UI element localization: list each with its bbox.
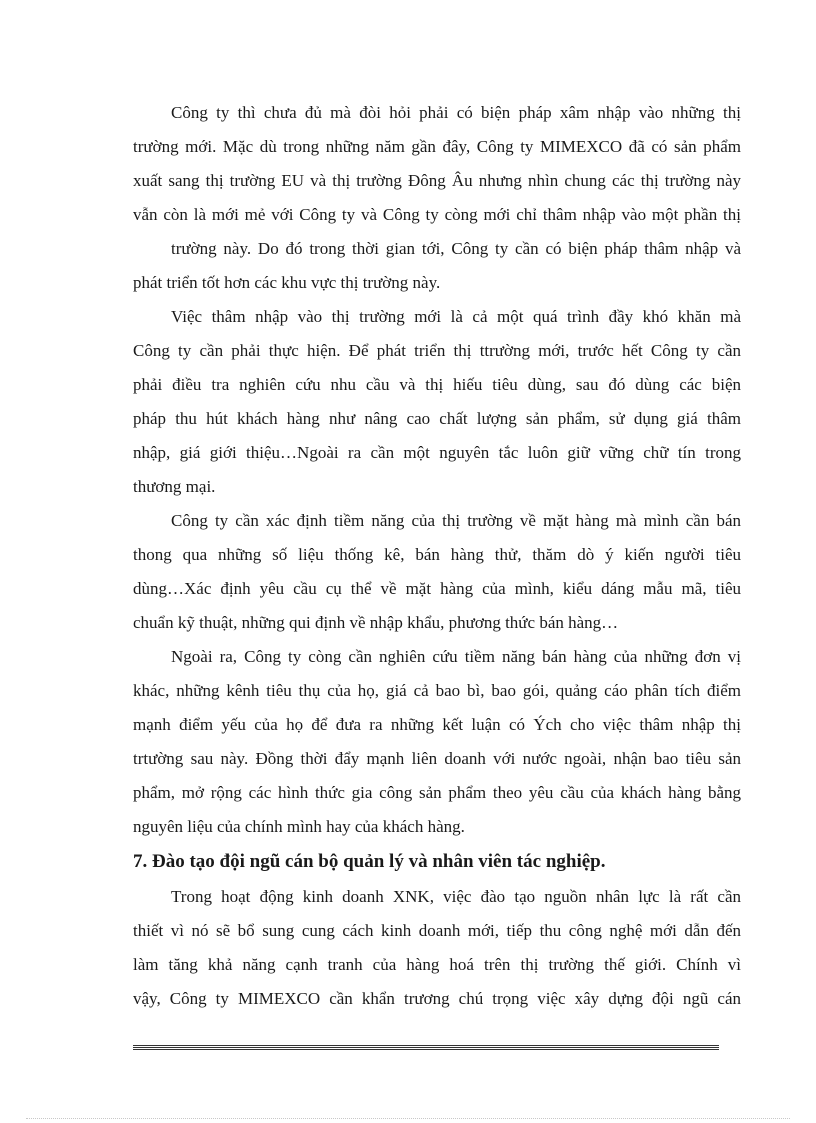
paragraph-5 (133, 880, 741, 1016)
text-line: mạnh điểm yếu của họ để đưa ra những kết luận có Ých cho việc thâm nhập thị (133, 715, 741, 734)
paragraph-3 (133, 504, 741, 640)
footer-divider (133, 1047, 719, 1048)
text-line: trường mới. Mặc dù trong những năm gần đây, Công ty MIMEXCO đã có sản phẩm (133, 137, 741, 156)
text-line: Ngoài ra, Công ty còng cần nghiên cứu tiềm năng bán hàng của những đơn vị (171, 647, 741, 666)
text-line: làm tăng khả năng cạnh tranh của hàng hoá trên thị trường thế giới. Chính vì (133, 955, 741, 974)
footer-divider (133, 1045, 719, 1046)
text-line: xuất sang thị trường EU và thị trường Đông Âu nhưng nhìn chung các thị trường này (133, 171, 741, 190)
text-line: phẩm, mở rộng các hình thức gia công sản phẩm theo yêu cầu của khách hàng bằng (133, 783, 741, 802)
text-line: phát triển tốt hơn các khu vực thị trường này. (133, 273, 441, 292)
document-body (133, 96, 741, 1016)
text-line: Công ty cần xác định tiềm năng của thị trường về mặt hàng mà mình cần bán (171, 511, 741, 530)
text-line: trường này. Do đó trong thời gian tới, Công ty cần có biện pháp thâm nhập và (171, 239, 741, 258)
text-line: vẫn còn là mới mẻ với Công ty và Công ty còng mới chỉ thâm nhập vào một phần thị (133, 205, 741, 224)
text-line: pháp thu hút khách hàng như nâng cao chất lượng sản phẩm, sử dụng giá thâm (133, 409, 741, 428)
text-line: chuẩn kỹ thuật, những qui định về nhập khẩu, phương thức bán hàng… (133, 613, 619, 632)
page-bottom-edge (26, 1118, 790, 1119)
text-line: trtường sau này. Đồng thời đẩy mạnh liên doanh với nước ngoài, nhận bao tiêu sản (133, 749, 741, 768)
text-line: vậy, Công ty MIMEXCO cần khẩn trương chú trọng việc xây dựng đội ngũ cán (133, 989, 741, 1008)
paragraph-1 (133, 96, 741, 300)
section-heading: 7. Đào tạo đội ngũ cán bộ quản lý và nhân viên tác nghiệp. (133, 851, 606, 872)
paragraph-4 (133, 640, 741, 844)
paragraph-2 (133, 300, 741, 504)
text-line: phải điều tra nghiên cứu nhu cầu và thị hiếu tiêu dùng, sau đó dùng các biện (133, 375, 741, 394)
text-line: thong qua những số liệu thống kê, bán hàng thử, thăm dò ý kiến người tiêu (133, 545, 741, 564)
text-line: thiết vì nó sẽ bổ sung cung cách kinh doanh mới, tiếp thu công nghệ mới dẫn đến (133, 921, 741, 940)
text-line: Công ty cần phải thực hiện. Để phát triển thị ttrường mới, trước hết Công ty cần (133, 341, 741, 360)
text-line: nguyên liệu của chính mình hay của khách hàng. (133, 817, 465, 836)
text-line: khác, những kênh tiêu thụ của họ, giá cả bao bì, bao gói, quảng cáo phân tích điểm (133, 681, 741, 700)
text-line: nhập, giá giới thiệu…Ngoài ra cần một nguyên tắc luôn giữ vững chữ tín trong (133, 443, 741, 462)
text-line: Công ty thì chưa đủ mà đòi hỏi phải có biện pháp xâm nhập vào những thị (171, 103, 741, 122)
text-line: dùng…Xác định yêu cầu cụ thể về mặt hàng của mình, kiểu dáng mẫu mã, tiêu (133, 579, 741, 598)
text-line: Trong hoạt động kinh doanh XNK, việc đào tạo nguồn nhân lực là rất cần (171, 887, 741, 906)
text-line: thương mại. (133, 477, 216, 496)
footer-divider (133, 1049, 719, 1050)
text-line: Việc thâm nhập vào thị trường mới là cả một quá trình đầy khó khăn mà (171, 307, 741, 326)
